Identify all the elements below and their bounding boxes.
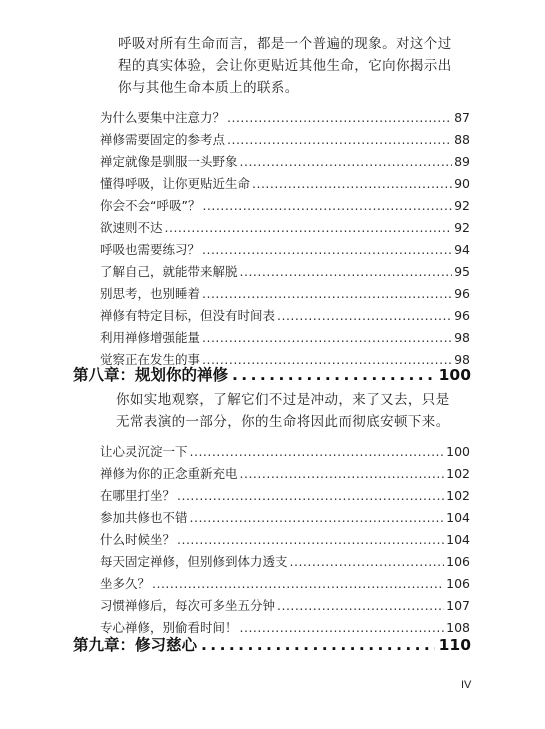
chapter-page: 100 bbox=[438, 366, 471, 384]
toc-entry-page: 95 bbox=[454, 264, 470, 279]
section-intro-paragraph bbox=[118, 33, 463, 99]
toc-entry[interactable] bbox=[100, 573, 470, 595]
toc-entry-page: 90 bbox=[454, 176, 470, 191]
intro-line: 你与其他生命本质上的联系。 bbox=[118, 80, 299, 96]
toc-entry[interactable] bbox=[100, 107, 470, 129]
toc-list-chapter7 bbox=[100, 107, 470, 371]
toc-entry[interactable] bbox=[100, 529, 470, 551]
chapter-heading-9[interactable] bbox=[73, 632, 471, 658]
toc-entry-page: 96 bbox=[454, 308, 470, 323]
toc-entry[interactable] bbox=[100, 151, 470, 173]
toc-entry-title: 你会不会“呼吸”？ bbox=[100, 198, 201, 213]
chapter-title: 第八章：规划你的禅修 bbox=[73, 366, 229, 384]
toc-entry-title: 让心灵沉淀一下 bbox=[100, 444, 188, 459]
toc-entry-page: 87 bbox=[454, 110, 470, 125]
toc-entry-title: 参加共修也不错 bbox=[100, 510, 188, 525]
toc-entry-page: 106 bbox=[446, 576, 470, 591]
toc-entry[interactable] bbox=[100, 485, 470, 507]
toc-entry-page: 107 bbox=[446, 598, 470, 613]
toc-entry[interactable] bbox=[100, 283, 470, 305]
toc-entry[interactable] bbox=[100, 463, 470, 485]
toc-entry-title: 别思考，也别睡着 bbox=[100, 286, 201, 301]
toc-entry[interactable] bbox=[100, 507, 470, 529]
toc-entry-page: 96 bbox=[454, 286, 470, 301]
toc-list-chapter8 bbox=[100, 441, 470, 639]
toc-entry-page: 92 bbox=[454, 220, 470, 235]
dot-leader bbox=[240, 151, 453, 173]
toc-entry[interactable] bbox=[100, 129, 470, 151]
toc-entry-page: 88 bbox=[454, 132, 470, 147]
toc-entry-page: 98 bbox=[454, 330, 470, 345]
dot-leader bbox=[202, 195, 452, 217]
dot-leader bbox=[252, 173, 452, 195]
toc-entry-title: 禅定就像是驯服一头野象 bbox=[100, 154, 238, 169]
toc-entry-page: 108 bbox=[446, 620, 470, 635]
toc-entry-title: 专心禅修，别偷看时间！ bbox=[100, 620, 238, 635]
toc-entry-title: 什么时候坐？ bbox=[100, 532, 176, 547]
toc-entry[interactable] bbox=[100, 327, 470, 349]
dot-leader bbox=[201, 632, 435, 658]
toc-entry-title: 禅修有特定目标，但没有时间表 bbox=[100, 308, 276, 323]
dot-leader bbox=[227, 129, 452, 151]
toc-entry[interactable] bbox=[100, 173, 470, 195]
dot-leader bbox=[165, 217, 453, 239]
toc-entry-page: 92 bbox=[454, 198, 470, 213]
toc-entry-page: 102 bbox=[446, 466, 470, 481]
toc-entry-page: 106 bbox=[446, 554, 470, 569]
toc-entry-title: 呼吸也需要练习？ bbox=[100, 242, 201, 257]
dot-leader bbox=[232, 362, 435, 388]
dot-leader bbox=[240, 261, 453, 283]
intro-line: 程的真实体验，会让你更贴近其他生命，它向你揭示出 bbox=[118, 58, 452, 74]
toc-entry[interactable] bbox=[100, 595, 470, 617]
toc-entry[interactable] bbox=[100, 305, 470, 327]
dot-leader bbox=[202, 283, 452, 305]
toc-entry-page: 98 bbox=[454, 352, 470, 367]
chapter-heading-8[interactable] bbox=[73, 362, 471, 388]
toc-entry-title: 坐多久？ bbox=[100, 576, 151, 591]
chapter-intro-paragraph bbox=[116, 389, 461, 433]
toc-entry-title: 在哪里打坐？ bbox=[100, 488, 176, 503]
toc-entry-page: 100 bbox=[446, 444, 470, 459]
toc-entry-title: 习惯禅修后，每次可多坐五分钟 bbox=[100, 598, 276, 613]
toc-entry[interactable] bbox=[100, 239, 470, 261]
dot-leader bbox=[177, 485, 444, 507]
toc-entry-page: 102 bbox=[446, 488, 470, 503]
toc-entry-title: 懂得呼吸，让你更贴近生命 bbox=[100, 176, 251, 191]
intro-line: 你如实地观察，了解它们不过是冲动，来了又去，只是 bbox=[116, 392, 450, 408]
toc-entry[interactable] bbox=[100, 551, 470, 573]
toc-entry[interactable] bbox=[100, 441, 470, 463]
toc-entry[interactable] bbox=[100, 195, 470, 217]
chapter-page: 110 bbox=[438, 636, 471, 654]
dot-leader bbox=[290, 551, 445, 573]
toc-entry-page: 104 bbox=[446, 510, 470, 525]
dot-leader bbox=[277, 595, 444, 617]
intro-line: 呼吸对所有生命而言，都是一个普遍的现象。对这个过 bbox=[118, 36, 452, 52]
toc-entry-title: 利用禅修增强能量 bbox=[100, 330, 201, 345]
toc-entry-title: 每天固定禅修，但别修到体力透支 bbox=[100, 554, 288, 569]
toc-entry-title: 为什么要集中注意力？ bbox=[100, 110, 226, 125]
toc-entry-title: 欲速则不达 bbox=[100, 220, 163, 235]
toc-entry-page: 94 bbox=[454, 242, 470, 257]
dot-leader bbox=[152, 573, 444, 595]
dot-leader bbox=[190, 507, 445, 529]
toc-entry-title: 了解自己，就能带来解脱 bbox=[100, 264, 238, 279]
toc-entry-page: 104 bbox=[446, 532, 470, 547]
toc-entry-page: 89 bbox=[454, 154, 470, 169]
toc-entry-title: 禅修需要固定的参考点 bbox=[100, 132, 226, 147]
intro-line: 无常表演的一部分，你的生命将因此而彻底安顿下来。 bbox=[116, 414, 450, 430]
dot-leader bbox=[202, 327, 452, 349]
dot-leader bbox=[202, 239, 452, 261]
dot-leader bbox=[277, 305, 452, 327]
dot-leader bbox=[190, 441, 445, 463]
toc-entry[interactable] bbox=[100, 261, 470, 283]
toc-entry-title: 觉察正在发生的事 bbox=[100, 352, 201, 367]
page-number: IV bbox=[461, 679, 472, 691]
dot-leader bbox=[177, 529, 444, 551]
toc-entry[interactable] bbox=[100, 217, 470, 239]
dot-leader bbox=[240, 463, 445, 485]
toc-entry-title: 禅修为你的正念重新充电 bbox=[100, 466, 238, 481]
dot-leader bbox=[227, 107, 452, 129]
chapter-title: 第九章：修习慈心 bbox=[73, 636, 198, 654]
